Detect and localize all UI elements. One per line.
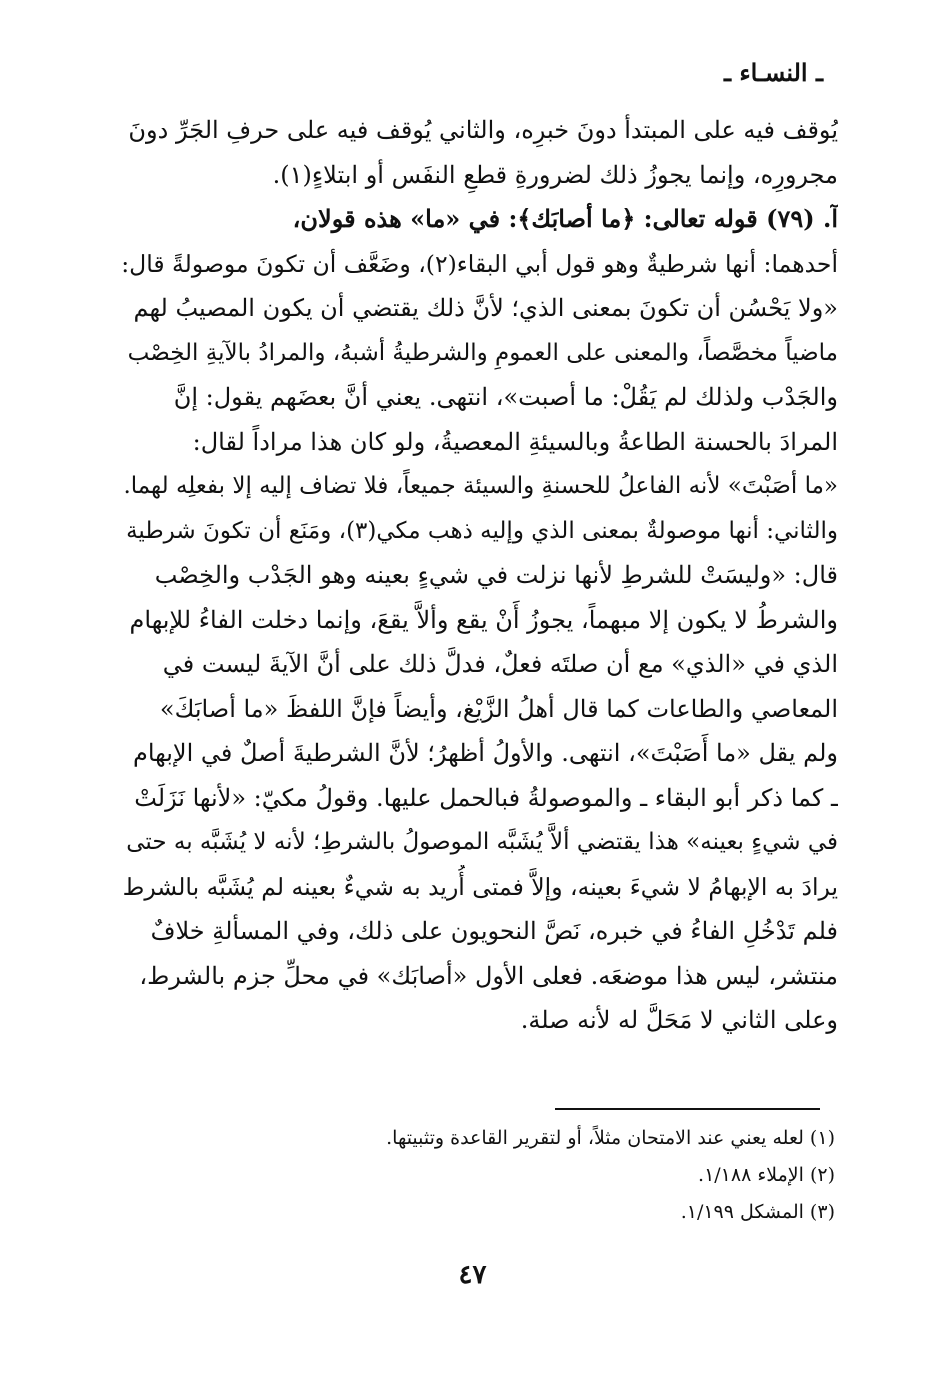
text-line: ـ كما ذكر أبو البقاء ـ والموصولةُ فبالحمل عليها. وقولُ مكيّ: «لأنها نَزَلَتْ	[134, 783, 838, 812]
text-line: والثاني: أنها موصولةٌ بمعنى الذي وإليه ذهب مكي(٣)، ومَنَع أن تكونَ شرطية	[126, 517, 838, 544]
text-line: في شيءٍ بعينه» هذا يقتضي ألاَّ يُشَبَّه الموصولُ بالشرطِ؛ لأنه لا يُشَبَّه به حتى	[126, 829, 838, 855]
text-line: المعاصي والطاعات كما قال أهلُ الزَّيْغ، وأيضاً فإنَّ اللفظَ «ما أصابَكَ»	[159, 694, 838, 723]
text-line: منتشر، ليس هذا موضعَه. فعلى الأول «أصابَك» في محلِّ جزم بالشرط،	[139, 961, 838, 990]
text-line: أحدهما: أنها شرطيةٌ وهو قول أبي البقاء(٢)، وضَعَّف أن تكونَ موصولةً قال:	[121, 249, 838, 278]
text-line: وعلى الثاني لا مَحَلَّ له لأنه صلة.	[520, 1006, 838, 1034]
text-line: فلم تَدْخُلِ الفاءُ في خبره، نَصَّ النحويون على ذلك، وفي المسألةِ خلافٌ	[150, 917, 838, 945]
text-line: والشرطُ لا يكون إلا مبهماً، يجوزُ أَنْ يقع وألاَّ يقعَ، وإنما دخلت الفاءُ للإبهام	[129, 605, 838, 634]
text-line: المرادَ بالحسنة الطاعةُ وبالسيئةِ المعصيةُ، ولو كان هذا مراداً لقال:	[192, 427, 838, 456]
text-line: يُوقف فيه على المبتدأ دونَ خبرِه، والثاني يُوقف فيه على حرفِ الجَرِّ دونَ	[128, 116, 838, 144]
footnote: (١) لعله يعني عند الامتحان مثلاً، أو لتقرير القاعدة وتثبيتها.	[386, 1127, 835, 1149]
main-text	[118, 108, 838, 1043]
page-number: ٤٧	[458, 1260, 487, 1290]
footnotes	[235, 1120, 835, 1231]
footnote-divider	[555, 1108, 820, 1110]
text-line: مجرورِه، وإنما يجوزُ ذلك لضرورةِ قطعِ النفَس أو ابتلاءٍ(١).	[272, 160, 838, 189]
text-line: «ولا يَحْسُن أن تكونَ بمعنى الذي؛ لأنَّ ذلك يقتضي أن يكون المصيبُ لهم	[133, 294, 838, 322]
footnote: (٣) المشكل ١/١٩٩.	[680, 1201, 835, 1223]
text-line: ماضياً مخصَّصاً، والمعنى على العمومِ والشرطيةُ أشبهُ، والمرادُ بالآيةِ الخِصْب	[127, 339, 838, 366]
running-header: ـ النسـاء ـ	[723, 58, 823, 87]
text-line: يرادَ به الإبهامُ لا شيءَ بعينه، وإلاَّ فمتى أُريد به شيءٌ بعينه لم يُشَبَّه بالشرط	[122, 872, 838, 901]
text-line: ولم يقل «ما أَصَبْتَ»، انتهى. والأولُ أظهرُ؛ لأنَّ الشرطيةَ أصلٌ في الإبهام	[132, 739, 838, 767]
text-line: قال: «وليسَتْ للشرطِ لأنها نزلت في شيءٍ بعينه وهو الجَدْب والخِصْب	[154, 561, 838, 589]
text-line: والجَدْب ولذلك لم يَقُلْ: ما أصبت»، انتهى. يعني أنَّ بعضَهم يقول: إنَّ	[173, 383, 838, 411]
text-line: «ما أصَبْتَ» لأنه الفاعلُ للحسنةِ والسيئة جميعاً، فلا تضاف إليه إلا بفعلِه لهما.	[123, 473, 838, 499]
text-line: آ. (٧٩) قوله تعالى: ﴿ما أصابَك﴾: في «ما» هذه قولان،	[292, 204, 838, 233]
footnote: (٢) الإملاء ١/١٨٨.	[698, 1164, 835, 1186]
text-line: الذي في «الذي» مع أن صلتَه فعلٌ، فدلَّ ذلك على أنَّ الآيةَ ليست في	[162, 650, 838, 678]
